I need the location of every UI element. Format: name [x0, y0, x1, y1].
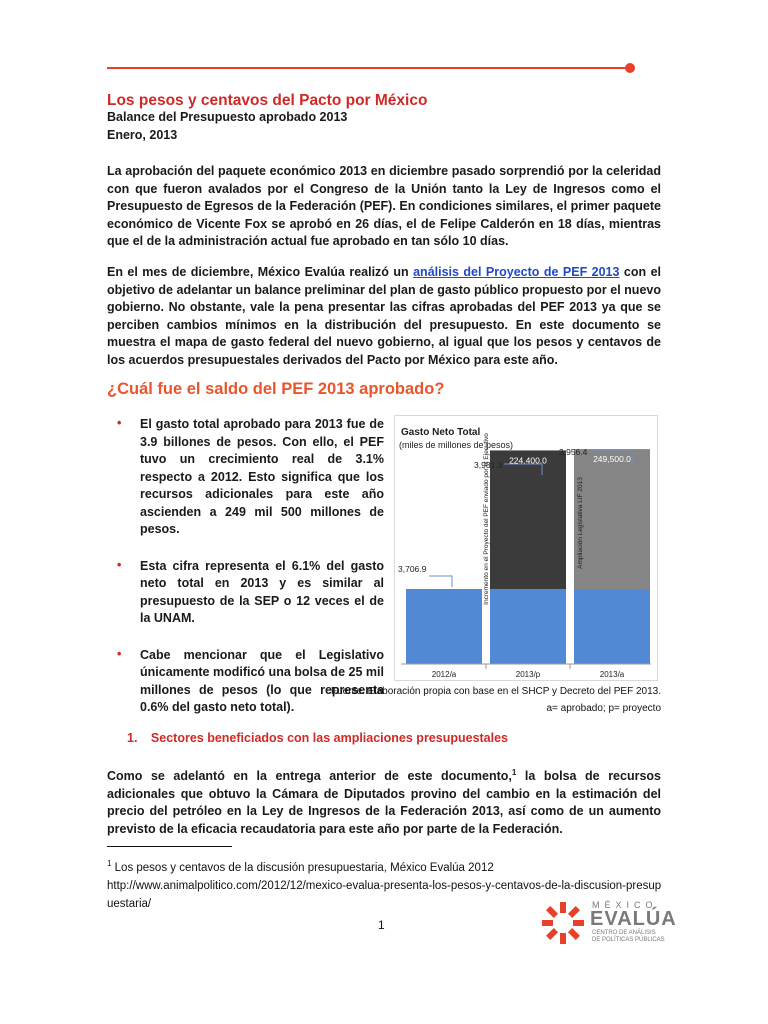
sources-paragraph	[107, 764, 661, 838]
footnote-number: 1	[107, 859, 112, 868]
subsection-number: 1.	[127, 731, 138, 745]
chart-subtitle: (miles de millones de pesos)	[399, 440, 514, 450]
bullet-text: El gasto total aprobado para 2013 fue de 3.9 billones de pesos. Con ello, el PEF tuvo un crecimiento real de 3.1% respecto a 2012. Esto significa que los recursos adicionales para este año ascienden a 249 mil 500 millones de pesos.	[140, 417, 384, 536]
footnote-text: Los pesos y centavos de la discusión presupuestaria, México Evalúa 2012	[111, 861, 494, 874]
category-label: 2012/a	[431, 670, 457, 679]
page-number: 1	[378, 918, 385, 932]
analysis-link[interactable]: análisis del Proyecto de PEF 2013	[413, 265, 620, 279]
annotation-increment	[483, 433, 490, 605]
budget-bar-chart	[394, 415, 658, 681]
bullet-icon: •	[117, 557, 122, 572]
header-rule-dot	[625, 63, 635, 73]
annotation-increment-text: Incremento en el Proyecto del PEF enviado por el Ejecutivo	[483, 433, 490, 605]
chart-source: Fuente: Elaboración propia con base en el SHCP y Decreto del PEF 2013.	[330, 686, 661, 697]
footnote-ref[interactable]: 1	[511, 768, 517, 777]
chart-title: Gasto Neto Total	[401, 427, 481, 438]
bullet-icon: •	[117, 646, 122, 661]
subsection-title: Sectores beneficiados con las ampliaciones presupuestales	[150, 731, 509, 745]
annotation-legislative: Ampliación Legislativa LIF 2013	[577, 477, 584, 569]
footnote-rule	[107, 846, 232, 847]
category-label: 2013/p	[515, 670, 541, 679]
context-paragraph	[107, 264, 661, 369]
category-label: 2013/a	[599, 670, 625, 679]
sources-text-end: la bolsa de recursos adicionales que obtuvo la Cámara de Diputados provino del cambio en la estimación del precio del petróleo en la Ley de Ingresos de la Federación 2013, así como de un aumento previsto de la eficacia recaudatoria para este año por parte de la Federación.	[107, 769, 661, 836]
document-date: Enero, 2013	[107, 128, 178, 142]
section-heading: ¿Cuál fue el saldo del PEF 2013 aprobado?	[107, 380, 445, 398]
footnote-url[interactable]: http://www.animalpolitico.com/2012/12/mexico-evalua-presenta-los-pesos-y-centavos-de-la-discusion-presupuestaria/	[107, 879, 662, 910]
bar-base-2013/p	[490, 589, 566, 664]
context-text-end: con el objetivo de adelantar un balance preliminar del plan de gasto público propuesto por el nuevo gobierno. No obstante, vale la pena presentar las cifras aprobadas del PEF 2013 ya que se perciben cambios mínimos en la distribución del presupuesto. En este documento se muestra el mapa de gasto federal del nuevo gobierno, al igual que los pesos y centavos de los acuerdos presupuestales derivados del Pacto por México para este año.	[107, 265, 662, 367]
chart-legend-note: a= aprobado; p= proyecto	[546, 703, 661, 714]
logo-country: MÉXICO	[592, 900, 658, 910]
subsection-heading	[127, 731, 508, 745]
logo-tagline-2: DE POLÍTICAS PÚBLICAS	[592, 937, 665, 943]
bar-base-2012/a	[406, 589, 482, 664]
segment-label: 249,500.0	[593, 454, 631, 465]
logo-name: EVALÚA	[590, 908, 677, 930]
logo-tagline-1: CENTRO DE ANÁLISIS	[592, 930, 656, 936]
bar-increment-2013/p	[490, 450, 566, 589]
sources-text-start: Como se adelantó en la entrega anterior de este documento,	[107, 769, 512, 784]
header-rule	[107, 67, 629, 69]
list-item	[112, 647, 384, 717]
bullet-text: Esta cifra representa el 6.1% del gasto neto total en 2013 y es similar al presupuesto de la SEP o 12 veces el de la UNAM.	[140, 558, 384, 625]
bullet-icon: •	[117, 416, 122, 430]
bullet-text: Cabe mencionar que el Legislativo únicamente modificó una bolsa de 25 mil millones de pesos (lo que representa 0.6% del gasto neto total).	[140, 647, 384, 714]
total-label: 3,706.9	[398, 564, 427, 574]
logo-tagline	[592, 930, 665, 944]
document-title: Los pesos y centavos del Pacto por México	[107, 92, 428, 109]
segment-label: 224,400.0	[509, 455, 547, 466]
document-subtitle: Balance del Presupuesto aprobado 2013	[107, 110, 348, 124]
mexico-evalua-logo	[540, 898, 680, 948]
bar-base-2013/a	[574, 589, 650, 664]
total-label: 3,956.4	[559, 447, 588, 457]
list-item	[112, 558, 384, 628]
context-text-start: En el mes de diciembre, México Evalúa realizó un	[107, 265, 414, 279]
logo-star-icon	[540, 900, 586, 946]
list-item	[112, 416, 384, 539]
bar-increment-2013/a	[574, 449, 650, 589]
intro-paragraph: La aprobación del paquete económico 2013 en diciembre pasado sorprendió por la celeridad con que fueron avalados por el Congreso de la Unión tanto la Ley de Ingresos como el Presupuesto de Egresos de la Federación (PEF). En condiciones similares, el primer paquete económico de Vicente Fox se aprobó en 26 días, el de Felipe Calderón en 18 días, mientras que el de la administración actual fue aprobado en tan sólo 10 días.	[107, 164, 661, 248]
total-label: 3,931.3	[474, 460, 503, 470]
